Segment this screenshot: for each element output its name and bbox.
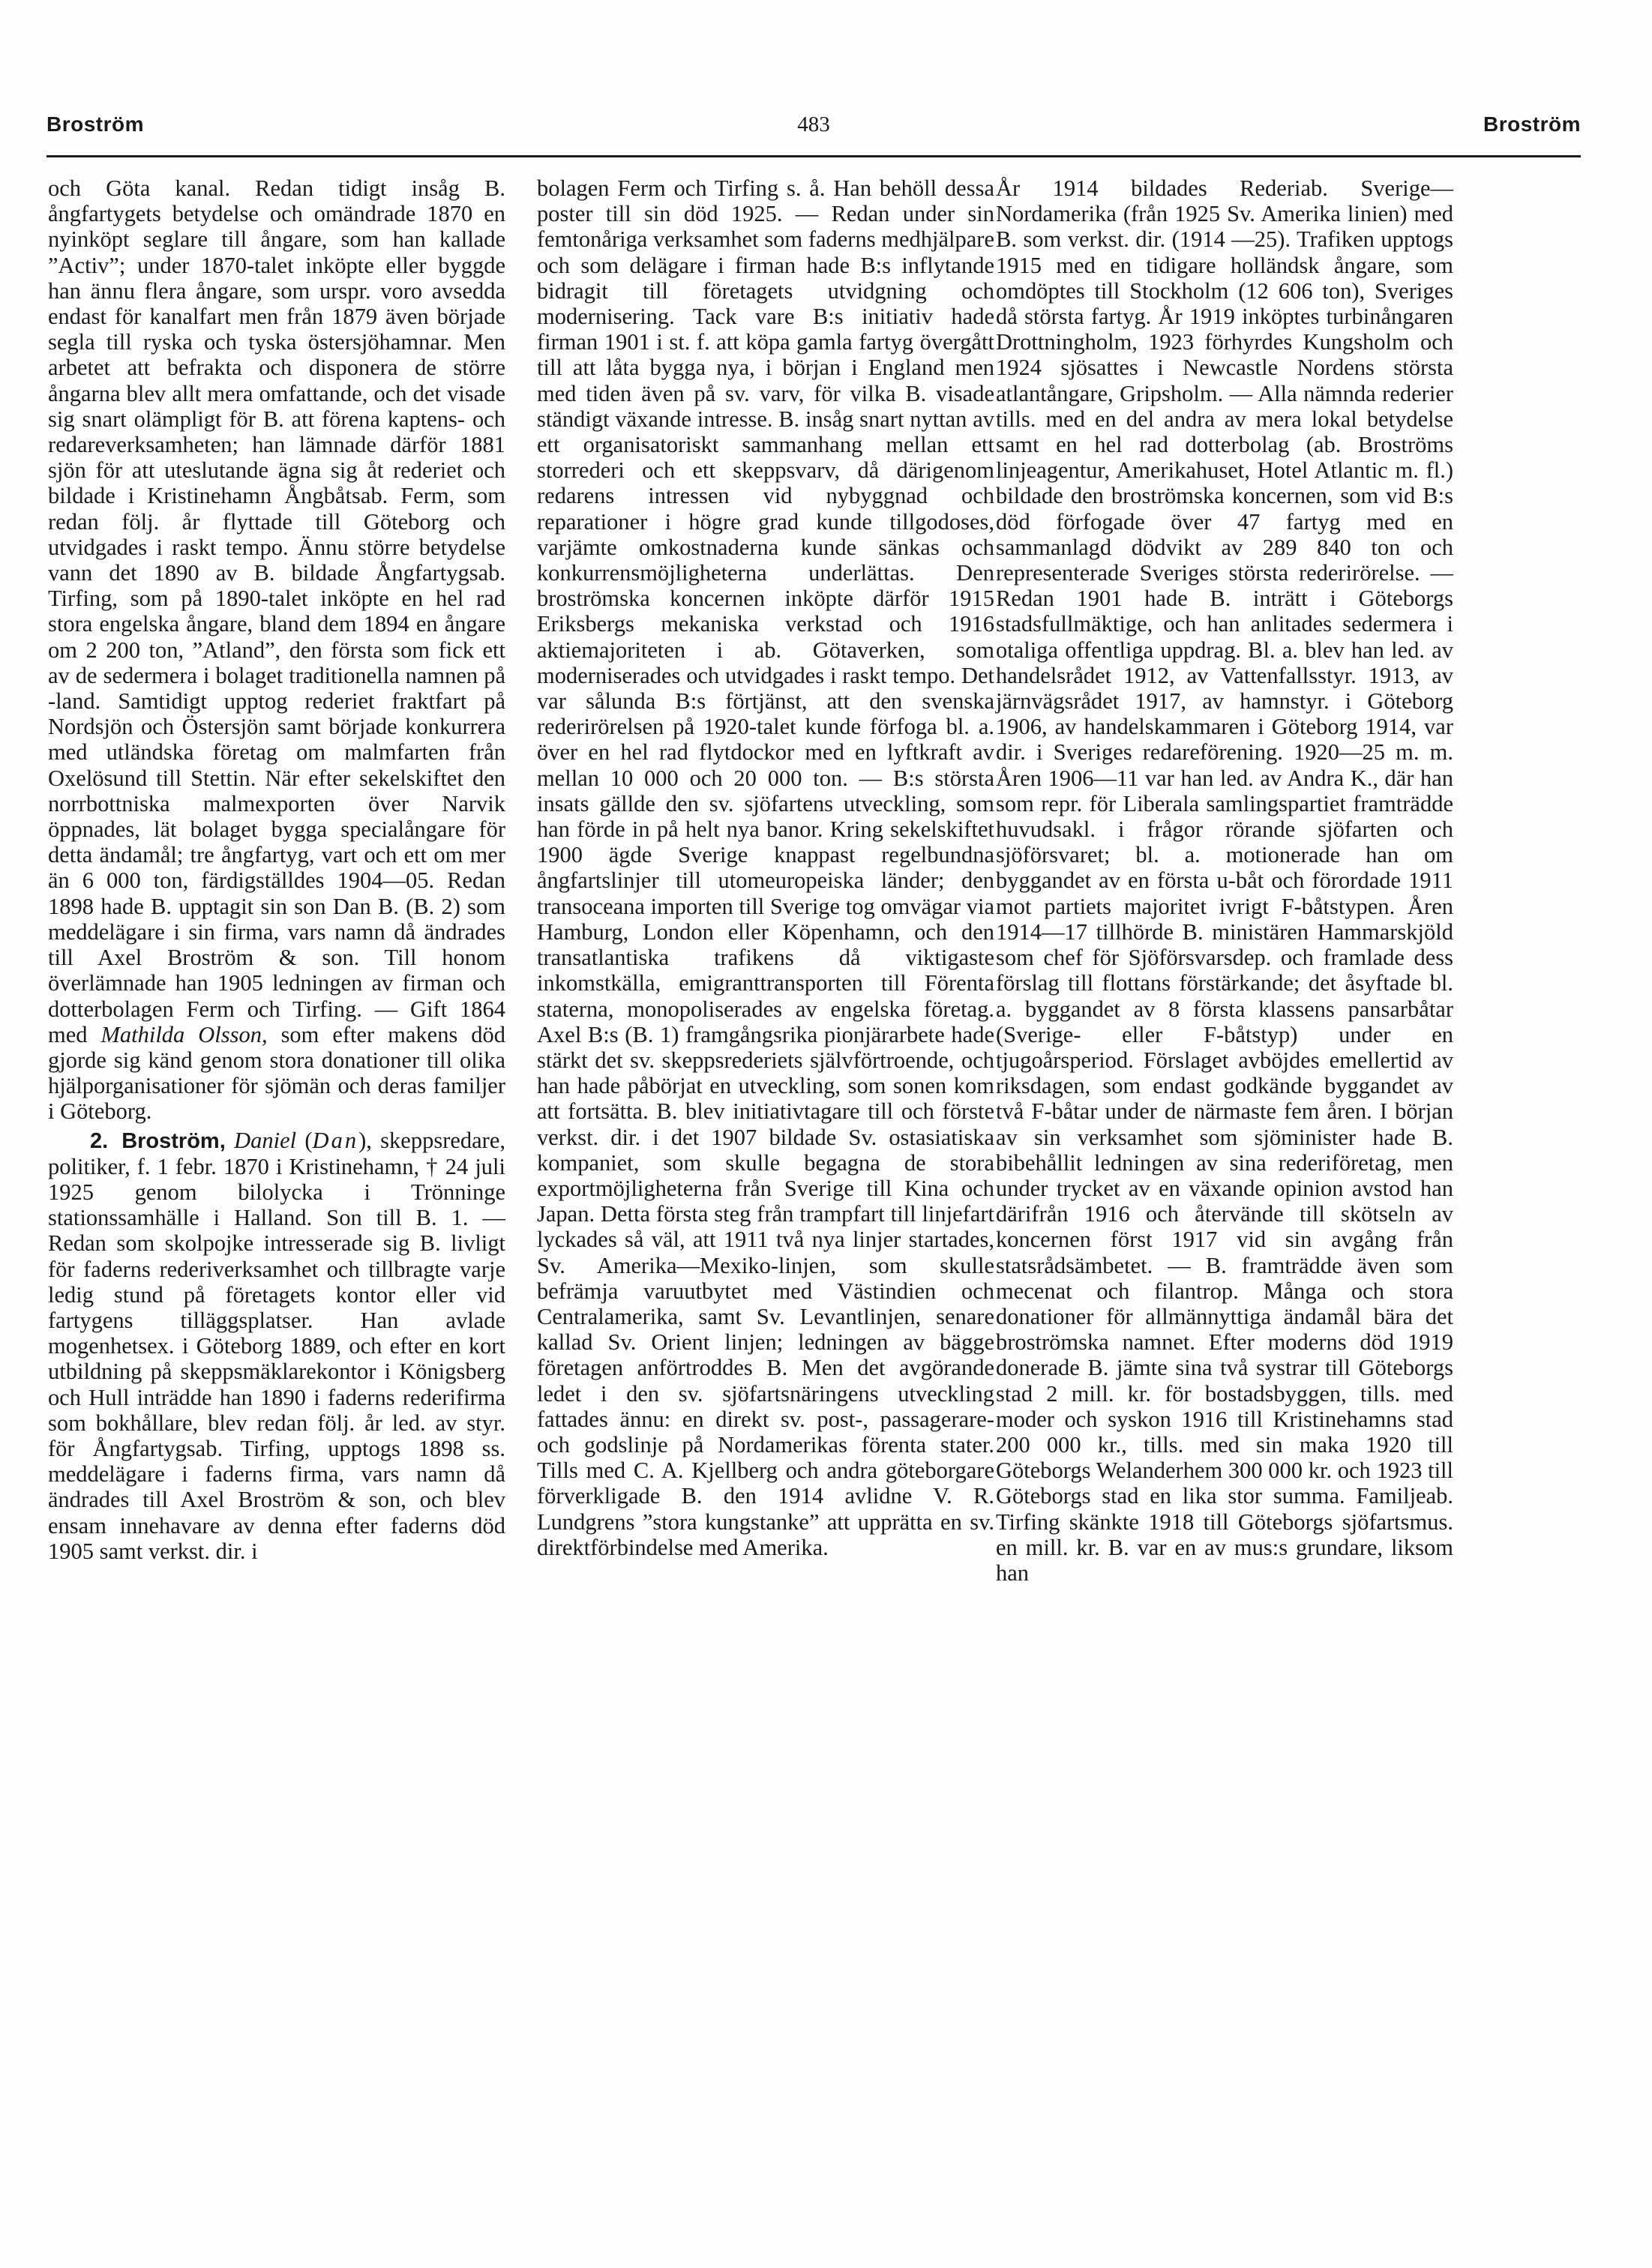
running-head-left: Broström <box>46 112 145 136</box>
running-head <box>46 112 1581 150</box>
running-head-right: Broström <box>1483 112 1581 136</box>
paren-close: ), <box>358 1127 372 1153</box>
entry-given-name: Daniel <box>234 1127 297 1153</box>
entry-nickname: Dan <box>312 1127 359 1153</box>
entry-surname: Broström, <box>121 1128 226 1153</box>
entry-2 <box>48 1128 505 1564</box>
header-rule <box>46 155 1581 157</box>
text-column-left <box>48 175 505 1564</box>
paren-open: ( <box>304 1127 313 1153</box>
text-column-right <box>996 175 1453 1586</box>
entry-1-text: och Göta kanal. Redan tidigt insåg B. ångfartygets betydelse och omändrade 1870 en nyinköpt seglare till ångare, som han kallade ”Activ”; under 1870-talet inköpte eller byggde han ännu flera ångare, som urspr. voro avsedda endast för kanalfart men från 1879 även började segla till ryska och tyska östersjöhamnar. Men arbetet att befrakta och disponera de större ångarna blev allt mera omfattande, och det visade sig snart olämpligt för B. att förena kaptens- och redareverksamheten; han lämnade därför 1881 sjön för att uteslutande ägna sig åt rederiet och bildade i Kristinehamn Ångbåtsab. Ferm, som redan följ. år flyttade till Göteborg och utvidgades i raskt tempo. Ännu större betydelse vann det 1890 av B. bildade Ångfartygsab. Tirfing, som på 1890-talet inköpte en hel rad stora engelska ångare, bland dem 1894 en ångare om 2 200 ton, ”Atland”, den första som fick ett av de sedermera i bolaget traditionella namnen på -land. Samtidigt upptog rederiet fraktfart på Nordsjön och Östersjön samt började konkurrera med utländska företag om malmfarten från Oxelösund till Stettin. När efter sekelskiftet den norrbottniska malmexporten över Narvik öppnades, lät bolaget bygga specialångare för detta ändamål; tre ångfartyg, vart och ett om mer än 6 000 ton, färdigställdes 1904—05. Redan 1898 hade B. upptagit sin son Dan B. (B. 2) som meddelägare i sin firma, vars namn då ändrades till Axel Broström & son. Till honom överlämnade han 1905 ledningen av firman och dotterbolagen Ferm och Tirfing. — Gift 1864 med <box>48 175 505 1047</box>
entry-2-text: skeppsredare, politiker, f. 1 febr. 1870 i Kristinehamn, † 24 juli 1925 genom bilolycka i Trönninge stationssamhälle i Halland. Son till B. 1. — Redan som skolpojke intresserade sig B. livligt för faderns rederiverksamhet och tillbragte varje ledig stund på företagets kontor eller vid fartygens tilläggsplatser. Han avlade mogenhetsex. i Göteborg 1889, och efter en kort utbildning på skeppsmäklarekontor i Königsberg och Hull inträdde han 1890 i faderns rederifirma som bokhållare, blev redan följ. år led. av styr. för Ångfartygsab. Tirfing, upptogs 1898 ss. meddelägare i faderns firma, vars namn då ändrades till Axel Broström & son, och blev ensam innehavare av denna efter faderns död 1905 samt verkst. dir. i <box>48 1127 505 1564</box>
entry-number: 2. <box>90 1128 109 1153</box>
wife-name: Mathilda Olsson, <box>100 1021 268 1047</box>
entry-2-right-text: År 1914 bildades Rederiab. Sverige—Nordamerika (från 1925 Sv. Amerika linien) med B. som verkst. dir. (1914 —25). Trafiken upptogs 1915 med en tidigare holländsk ångare, som omdöptes till Stockholm (12 606 ton), Sveriges då största fartyg. År 1919 inköptes turbinångaren Drottningholm, 1923 förhyrdes Kungsholm och 1924 sjösattes i Newcastle Nordens största atlantångare, Gripsholm. — Alla nämnda rederier tills. med en del andra av mera lokal betydelse samt en hel rad dotterbolag (ab. Broströms linjeagentur, Amerikahuset, Hotel Atlantic m. fl.) bildade den broströmska koncernen, som vid B:s död förfogade över 47 fartyg med en sammanlagd dödvikt av 289 840 ton och representerade Sveriges största rederirörelse. — Redan 1901 hade B. inträtt i Göteborgs stadsfullmäktige, och han anlitades sedermera i otaliga offentliga uppdrag. Bl. a. blev han led. av handelsrådet 1912, av Vattenfallsstyr. 1913, av järnvägsrådet 1917, av hamnstyr. i Göteborg 1906, av handelskammaren i Göteborg 1914, var dir. i Sveriges redareförening. 1920—25 m. m. Åren 1906—11 var han led. av Andra K., där han som repr. för Liberala samlingspartiet framträdde huvudsakl. i frågor rörande sjöfarten och sjöförsvaret; bl. a. motionerade han om byggandet av en första u-båt och förordade 1911 mot partiets majoritet ivrigt F-båtstypen. Åren 1914—17 tillhörde B. ministären Hammarskjöld som chef för Sjöförsvarsdep. och framlade dess förslag till flottans förstärkande; det åsyftade bl. a. byggandet av 8 första klassens pansarbåtar (Sverige- eller F-båtstyp) under en tjugoårsperiod. Förslaget avböjdes emellertid av riksdagen, som endast godkände byggandet av två F-båtar under de närmaste fem åren. I början av sin verksamhet som sjöminister hade B. bibehållit ledningen av sina rederiföretag, men under trycket av en växande opinion avstod han därifrån 1916 och återvände till skötseln av koncernen först 1917 vid sin avgång från statsrådsämbetet. — B. framträdde även som mecenat och filantrop. Många och stora donationer för allmännyttiga ändamål bära det broströmska namnet. Efter moderns död 1919 donerade B. jämte sina två systrar till Göteborgs stad 2 mill. kr. för bostadsbyggen, tills. med moder och syskon 1916 till Kristinehamns stad 200 000 kr., tills. med sin maka 1920 till Göteborgs Welanderhem 300 000 kr. och 1923 till Göteborgs stad en lika stor summa. Familjeab. Tirfing skänkte 1918 till Göteborgs sjöfartsmus. en mill. kr. B. var en av mus:s grundare, liksom han <box>996 175 1453 1586</box>
entry-1-tail: som efter makens död gjorde sig känd genom stora donationer till olika hjälporganisationer för sjömän och deras familjer i Göteborg. <box>48 1021 506 1125</box>
entry-1-continuation <box>48 175 505 1125</box>
text-column-middle <box>537 175 994 1560</box>
page-number: 483 <box>797 112 830 136</box>
entry-2-middle-text: bolagen Ferm och Tirfing s. å. Han behöll dessa poster till sin död 1925. — Redan under sin femtonåriga verksamhet som faderns medhjälpare och som delägare i firman hade B:s inflytande bidragit till företagets utvidgning och modernisering. Tack vare B:s initiativ hade firman 1901 i st. f. att köpa gamla fartyg övergått till att låta bygga nya, i början i England men med tiden även på sv. varv, för vilka B. visade ständigt växande intresse. B. insåg snart nyttan av ett organisatoriskt sammanhang mellan ett storrederi och ett skeppsvarv, då därigenom redarens intressen vid nybyggnad och reparationer i högre grad kunde tillgodoses, varjämte omkostnaderna kunde sänkas och konkurrensmöjligheterna underlättas. Den broströmska koncernen inköpte därför 1915 Eriksbergs mekaniska verkstad och 1916 aktiemajoriteten i ab. Götaverken, som moderniserades och utvidgades i raskt tempo. Det var sålunda B:s förtjänst, att den svenska rederirörelsen på 1920-talet kunde förfoga bl. a. över en hel rad flytdockor med en lyftkraft av mellan 10 000 och 20 000 ton. — B:s största insats gällde den sv. sjöfartens utveckling, som han förde in på helt nya banor. Kring sekelskiftet 1900 ägde Sverige knappast regelbundna ångfartslinjer till utomeuropeiska länder; den transoceana importen till Sverige tog omvägar via Hamburg, London eller Köpenhamn, och den transatlantiska trafikens då viktigaste inkomstkälla, emigranttransporten till Förenta staterna, monopoliserades av engelska företag. Axel B:s (B. 1) framgångsrika pionjärarbete hade stärkt det sv. skeppsrederiets självförtroende, och han hade påbörjat en utveckling, som sonen kom att fortsätta. B. blev initiativtagare till och förste verkst. dir. i det 1907 bildade Sv. ostasiatiska kompaniet, som skulle begagna de stora exportmöjligheterna från Sverige till Kina och Japan. Detta första steg från trampfart till linjefart lyckades så väl, att 1911 två nya linjer startades, Sv. Amerika—Mexiko-linjen, som skulle befrämja varuutbytet med Västindien och Centralamerika, samt Sv. Levantlinjen, senare kallad Sv. Orient linjen; ledningen av bägge företagen anförtroddes B. Men det avgörande ledet i den sv. sjöfartsnäringens utveckling fattades ännu: en direkt sv. post-, passagerare- och godslinje på Nordamerikas förenta stater. Tills med C. A. Kjellberg och andra göteborgare förverkligade B. den 1914 avlidne V. R. Lundgrens ”stora kungstanke” att upprätta en sv. direktförbindelse med Amerika. <box>537 175 994 1560</box>
